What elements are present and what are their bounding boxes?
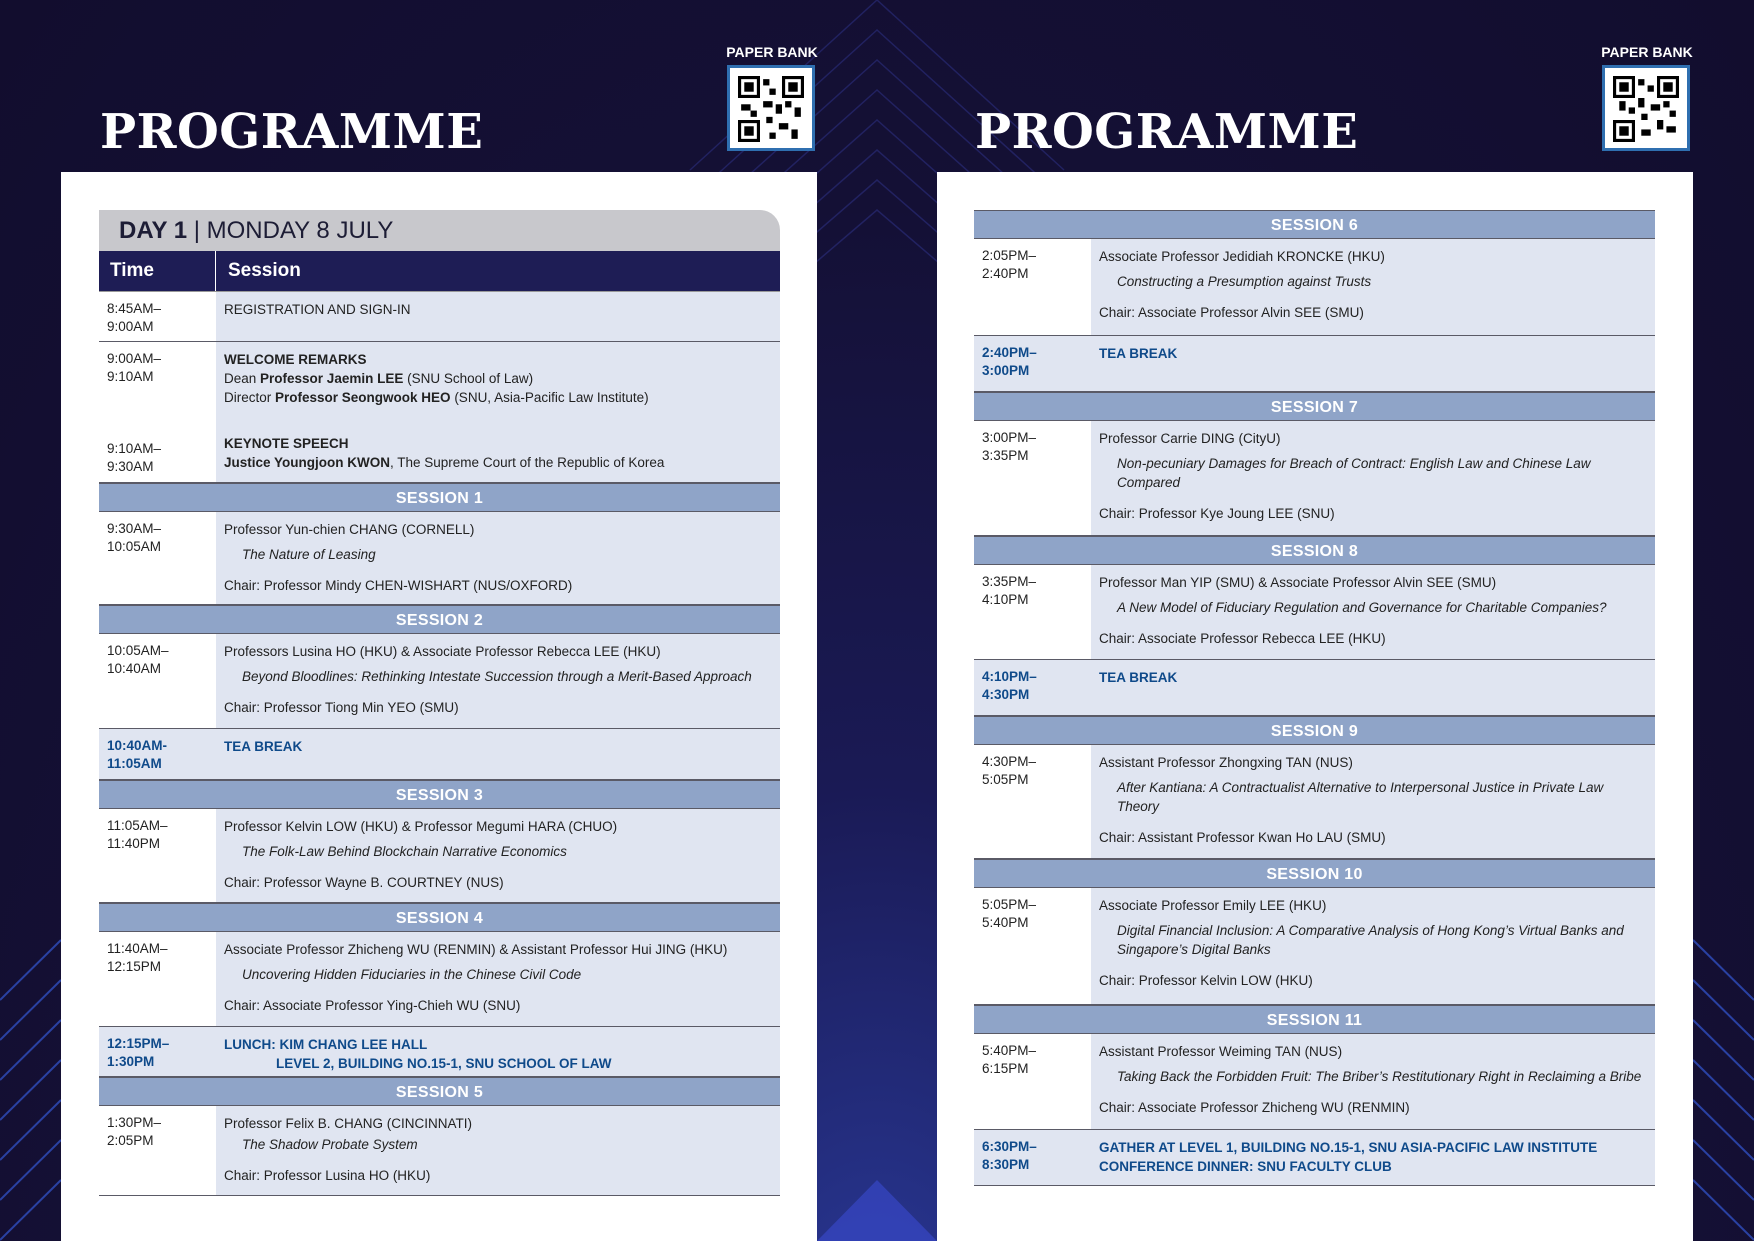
row-content [1091,1034,1655,1129]
chair: Chair: Assistant Professor Kwan Ho LAU (SMU) [1099,830,1386,845]
session-bar: SESSION 9 [974,716,1655,745]
text: Director [224,390,276,405]
speaker: Professor Carrie DING (CityU) [1099,431,1281,446]
paper-bank-label-right: PAPER BANK [1601,44,1693,60]
row-time: 11:05AM– 11:40PM [99,809,216,902]
programme-page-left [61,172,817,1241]
row-content [1091,336,1655,391]
row-time: 1:30PM– 2:05PM [99,1106,216,1195]
gather-location: GATHER AT LEVEL 1, BUILDING NO.15-1, SNU ASIA-PACIFIC LAW INSTITUTE [1099,1140,1598,1155]
table-row [99,634,780,729]
speaker: Professor Yun-chien CHANG (CORNELL) [224,522,475,537]
row-time: 4:30PM– 5:05PM [974,745,1091,858]
row-content [216,512,780,604]
schedule-day1-part1 [99,210,780,1196]
row-content [216,342,780,482]
chair: Chair: Professor Wayne B. COURTNEY (NUS) [224,875,504,890]
tea-break: TEA BREAK [1099,670,1178,685]
row-time: 3:35PM– 4:10PM [974,565,1091,659]
chair: Chair: Associate Professor Zhicheng WU (RENMIN) [1099,1100,1410,1115]
paper-title: The Folk-Law Behind Blockchain Narrative Economics [242,844,567,859]
speaker: Professors Lusina HO (HKU) & Associate Professor Rebecca LEE (HKU) [224,644,661,659]
row-content [216,1106,780,1195]
chair: Chair: Professor Mindy CHEN-WISHART (NUS/OXFORD) [224,578,573,593]
paper-title: A New Model of Fiduciary Regulation and Governance for Charitable Companies? [1117,600,1607,615]
table-row [974,745,1655,859]
session-bar: SESSION 10 [974,859,1655,888]
session-bar: SESSION 1 [99,483,780,512]
speaker: Professor Man YIP (SMU) & Associate Professor Alvin SEE (SMU) [1099,575,1497,590]
chair: Chair: Professor Lusina HO (HKU) [224,1168,431,1183]
chair: Chair: Professor Tiong Min YEO (SMU) [224,700,459,715]
row-content [1091,745,1655,858]
speaker: Professor Felix B. CHANG (CINCINNATI) [224,1116,473,1131]
table-row [974,888,1655,1005]
day-date: | MONDAY 8 JULY [187,217,394,244]
qr-code-right[interactable] [1602,65,1690,151]
table-row-lunch [99,1027,780,1077]
row-time: 3:00PM– 3:35PM [974,421,1091,535]
paper-title: The Nature of Leasing [242,547,376,562]
welcome-heading: WELCOME REMARKS [224,352,367,367]
speaker: Assistant Professor Weiming TAN (NUS) [1099,1044,1343,1059]
session-bar: SESSION 11 [974,1005,1655,1034]
speaker: Assistant Professor Zhongxing TAN (NUS) [1099,755,1353,770]
chair: Chair: Professor Kelvin LOW (HKU) [1099,973,1313,988]
table-row [99,512,780,605]
paper-title: The Shadow Probate System [242,1137,418,1152]
table-row [974,565,1655,660]
text: (SNU, Asia-Pacific Law Institute) [450,390,649,405]
row-time: 12:15PM– 1:30PM [99,1027,216,1076]
programme-page-right [937,172,1693,1241]
programme-title-left: PROGRAMME [100,104,484,160]
row-time: 11:40AM– 12:15PM [99,932,216,1026]
tea-break: TEA BREAK [224,739,303,754]
session-bar: SESSION 7 [974,392,1655,421]
column-header [99,251,780,292]
speaker: Associate Professor Zhicheng WU (RENMIN) & Assistant Professor Hui JING (HKU) [224,942,728,957]
qr-code-icon [738,76,804,142]
row-time: 6:30PM– 8:30PM [974,1130,1091,1185]
session-bar: SESSION 4 [99,903,780,932]
keynote-heading: KEYNOTE SPEECH [224,436,349,451]
paper-title: Digital Financial Inclusion: A Comparative Analysis of Hong Kong’s Virtual Banks and Singapore’s Digital Banks [1117,923,1624,957]
table-row [974,239,1655,336]
row-content [216,932,780,1026]
table-row [974,421,1655,536]
paper-title: Uncovering Hidden Fiduciaries in the Chinese Civil Code [242,967,582,982]
row-content [216,809,780,902]
table-row [99,342,780,483]
row-time: 5:40PM– 6:15PM [974,1034,1091,1129]
row-content [216,729,780,779]
col-time: Time [99,251,216,291]
speaker: Associate Professor Emily LEE (HKU) [1099,898,1327,913]
paper-title: After Kantiana: A Contractualist Alternative to Interpersonal Justice in Private Law Theory [1117,780,1604,814]
session-bar: SESSION 8 [974,536,1655,565]
col-session: Session [228,260,301,281]
row-time: 9:10AM– 9:30AM [107,441,162,474]
speaker-name: Professor Jaemin LEE [260,371,404,386]
row-content [1091,565,1655,659]
row-content [1091,1130,1655,1185]
row-text: REGISTRATION AND SIGN-IN [216,292,780,341]
paper-title: Beyond Bloodlines: Rethinking Intestate Succession through a Merit-Based Approach [242,669,752,684]
paper-title: Constructing a Presumption against Trusts [1117,274,1372,289]
session-bar: SESSION 3 [99,780,780,809]
qr-code-left[interactable] [727,65,815,151]
chair: Chair: Professor Kye Joung LEE (SNU) [1099,506,1335,521]
table-row [99,932,780,1027]
row-content [1091,421,1655,535]
text: (SNU School of Law) [403,371,534,386]
qr-code-icon [1613,76,1679,142]
speaker-name: Professor Seongwook HEO [275,390,451,405]
lunch-location: LUNCH: KIM CHANG LEE HALL [224,1037,428,1052]
row-time: 9:00AM– 9:10AM [107,351,162,384]
row-content [216,1027,780,1076]
row-time: 8:45AM– 9:00AM [99,292,216,341]
row-time: 2:40PM– 3:00PM [974,336,1091,391]
table-row-break [974,660,1655,716]
text: , The Supreme Court of the Republic of Korea [390,455,665,470]
session-bar: SESSION 6 [974,210,1655,239]
day-label: DAY 1 [119,217,188,244]
chair: Chair: Associate Professor Alvin SEE (SMU) [1099,305,1364,320]
row-time: 10:05AM– 10:40AM [99,634,216,728]
paper-bank-label-left: PAPER BANK [726,44,818,60]
table-row-dinner [974,1130,1655,1186]
session-bar: SESSION 5 [99,1077,780,1106]
schedule-day1-part2 [974,210,1655,1186]
chair: Chair: Associate Professor Ying-Chieh WU (SNU) [224,998,521,1013]
day-header [99,210,780,251]
table-row [99,809,780,903]
row-content [1091,888,1655,1004]
table-row [99,1106,780,1196]
row-time: 4:10PM– 4:30PM [974,660,1091,715]
programme-title-right: PROGRAMME [975,104,1359,160]
paper-title: Non-pecuniary Damages for Breach of Contract: English Law and Chinese Law Compared [1117,456,1591,490]
row-content [216,634,780,728]
speaker: Associate Professor Jedidiah KRONCKE (HKU) [1099,249,1385,264]
speaker: Professor Kelvin LOW (HKU) & Professor Megumi HARA (CHUO) [224,819,618,834]
dinner-location: CONFERENCE DINNER: SNU FACULTY CLUB [1099,1159,1392,1174]
row-time-cell [99,342,216,482]
table-row-break [974,336,1655,392]
row-time: 10:40AM- 11:05AM [99,729,216,779]
paper-title: Taking Back the Forbidden Fruit: The Briber’s Restitutionary Right in Reclaiming a Bribe [1117,1069,1642,1084]
tea-break: TEA BREAK [1099,346,1178,361]
text: Dean [224,371,261,386]
row-time: 2:05PM– 2:40PM [974,239,1091,335]
table-row-break [99,729,780,780]
speaker-name: Justice Youngjoon KWON [224,455,391,470]
row-time: 5:05PM– 5:40PM [974,888,1091,1004]
lunch-address: LEVEL 2, BUILDING NO.15-1, SNU SCHOOL OF LAW [276,1056,612,1071]
chair: Chair: Associate Professor Rebecca LEE (HKU) [1099,631,1386,646]
session-bar: SESSION 2 [99,605,780,634]
row-content [1091,660,1655,715]
table-row [974,1034,1655,1130]
table-row [99,292,780,342]
row-content [1091,239,1655,335]
row-time: 9:30AM– 10:05AM [99,512,216,604]
